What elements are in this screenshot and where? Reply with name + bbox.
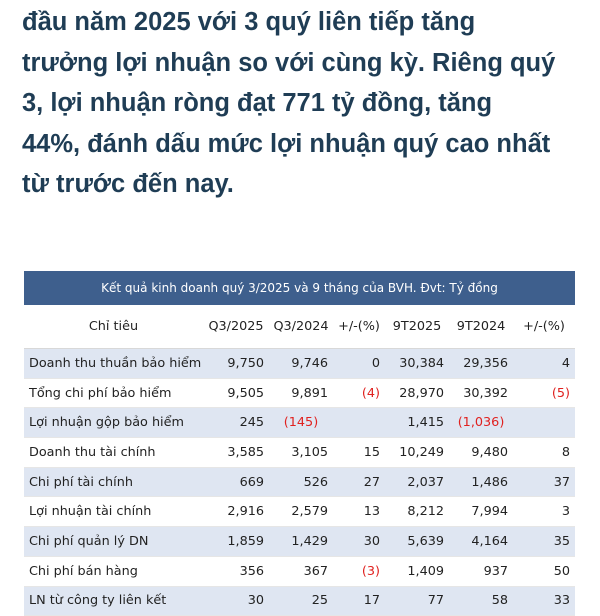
table-caption: Kết quả kinh doanh quý 3/2025 và 9 tháng của BVH. Đvt: Tỷ đồng xyxy=(24,271,575,305)
cell-9t-change xyxy=(513,408,575,438)
cell-q3-change: (4) xyxy=(333,378,385,408)
cell-9t-change: 35 xyxy=(513,527,575,557)
cell-q3-2024: 9,891 xyxy=(269,378,333,408)
row-label: Tổng chi phí bảo hiểm xyxy=(24,378,203,408)
article-line: đầu năm 2025 với 3 quý liên tiếp tăng xyxy=(22,8,476,36)
header-q3-2025: Q3/2025 xyxy=(203,305,269,349)
article-line: từ trước đến nay. xyxy=(22,170,234,198)
cell-9t2024: (1,036) xyxy=(449,408,513,438)
cell-q3-change: 0 xyxy=(333,349,385,379)
cell-9t2025: 28,970 xyxy=(385,378,449,408)
cell-q3-change: 13 xyxy=(333,497,385,527)
cell-q3-change: 15 xyxy=(333,438,385,468)
cell-9t2024: 1,486 xyxy=(449,467,513,497)
cell-9t-change: 37 xyxy=(513,467,575,497)
table-row xyxy=(24,467,575,497)
cell-9t2024: 7,994 xyxy=(449,497,513,527)
cell-9t2024: 30,392 xyxy=(449,378,513,408)
cell-q3-change: 30 xyxy=(333,527,385,557)
cell-q3-2024: 367 xyxy=(269,556,333,586)
cell-q3-change: (3) xyxy=(333,556,385,586)
cell-q3-2025: 669 xyxy=(203,467,269,497)
cell-9t2025: 30,384 xyxy=(385,349,449,379)
table-row xyxy=(24,497,575,527)
cell-9t-change: 8 xyxy=(513,438,575,468)
cell-9t2024: 9,480 xyxy=(449,438,513,468)
header-q3-2024: Q3/2024 xyxy=(269,305,333,349)
row-label: Doanh thu thuần bảo hiểm xyxy=(24,349,203,379)
header-9t2025: 9T2025 xyxy=(385,305,449,349)
row-label: Lợi nhuận gộp bảo hiểm xyxy=(24,408,203,438)
cell-q3-2025: 356 xyxy=(203,556,269,586)
cell-9t-change: 3 xyxy=(513,497,575,527)
cell-9t2025: 1,415 xyxy=(385,408,449,438)
cell-q3-2024: 2,579 xyxy=(269,497,333,527)
cell-9t-change: (5) xyxy=(513,378,575,408)
row-label: Chi phí tài chính xyxy=(24,467,203,497)
cell-9t2025: 2,037 xyxy=(385,467,449,497)
row-label: LN từ công ty liên kết xyxy=(24,586,203,616)
header-9t2024: 9T2024 xyxy=(449,305,513,349)
cell-9t2025: 10,249 xyxy=(385,438,449,468)
table-row xyxy=(24,408,575,438)
cell-q3-2024: (145) xyxy=(269,408,333,438)
table-row xyxy=(24,438,575,468)
cell-9t-change: 33 xyxy=(513,586,575,616)
cell-q3-2025: 3,585 xyxy=(203,438,269,468)
cell-q3-2025: 2,916 xyxy=(203,497,269,527)
cell-q3-2025: 245 xyxy=(203,408,269,438)
cell-9t2025: 8,212 xyxy=(385,497,449,527)
row-label: Chi phí quản lý DN xyxy=(24,527,203,557)
cell-9t2024: 4,164 xyxy=(449,527,513,557)
cell-q3-change: 27 xyxy=(333,467,385,497)
header-chi-tieu: Chỉ tiêu xyxy=(24,305,203,349)
header-9t-change: +/-(%) xyxy=(513,305,575,349)
row-label: Chi phí bán hàng xyxy=(24,556,203,586)
cell-9t-change: 50 xyxy=(513,556,575,586)
cell-9t2025: 5,639 xyxy=(385,527,449,557)
results-table-container xyxy=(24,271,575,616)
results-table xyxy=(24,271,575,616)
table-row xyxy=(24,527,575,557)
cell-9t2025: 77 xyxy=(385,586,449,616)
table-row xyxy=(24,556,575,586)
article-paragraph xyxy=(22,0,592,205)
cell-q3-change xyxy=(333,408,385,438)
cell-q3-2025: 9,750 xyxy=(203,349,269,379)
cell-q3-2024: 3,105 xyxy=(269,438,333,468)
cell-9t2025: 1,409 xyxy=(385,556,449,586)
table-row xyxy=(24,349,575,379)
cell-q3-2024: 1,429 xyxy=(269,527,333,557)
article-line: 3, lợi nhuận ròng đạt 771 tỷ đồng, tăng xyxy=(22,89,493,117)
cell-9t2024: 29,356 xyxy=(449,349,513,379)
cell-q3-2025: 30 xyxy=(203,586,269,616)
article-line: trưởng lợi nhuận so với cùng kỳ. Riêng quý xyxy=(22,48,556,77)
cell-q3-2025: 9,505 xyxy=(203,378,269,408)
cell-q3-2024: 25 xyxy=(269,586,333,616)
cell-q3-2024: 526 xyxy=(269,467,333,497)
cell-9t-change: 4 xyxy=(513,349,575,379)
cell-q3-2025: 1,859 xyxy=(203,527,269,557)
header-q3-change: +/-(%) xyxy=(333,305,385,349)
cell-9t2024: 937 xyxy=(449,556,513,586)
table-row xyxy=(24,586,575,616)
row-label: Doanh thu tài chính xyxy=(24,438,203,468)
table-row xyxy=(24,378,575,408)
article-line: 44%, đánh dấu mức lợi nhuận quý cao nhất xyxy=(22,129,551,158)
cell-q3-change: 17 xyxy=(333,586,385,616)
table-header-row xyxy=(24,305,575,349)
cell-9t2024: 58 xyxy=(449,586,513,616)
cell-q3-2024: 9,746 xyxy=(269,349,333,379)
row-label: Lợi nhuận tài chính xyxy=(24,497,203,527)
